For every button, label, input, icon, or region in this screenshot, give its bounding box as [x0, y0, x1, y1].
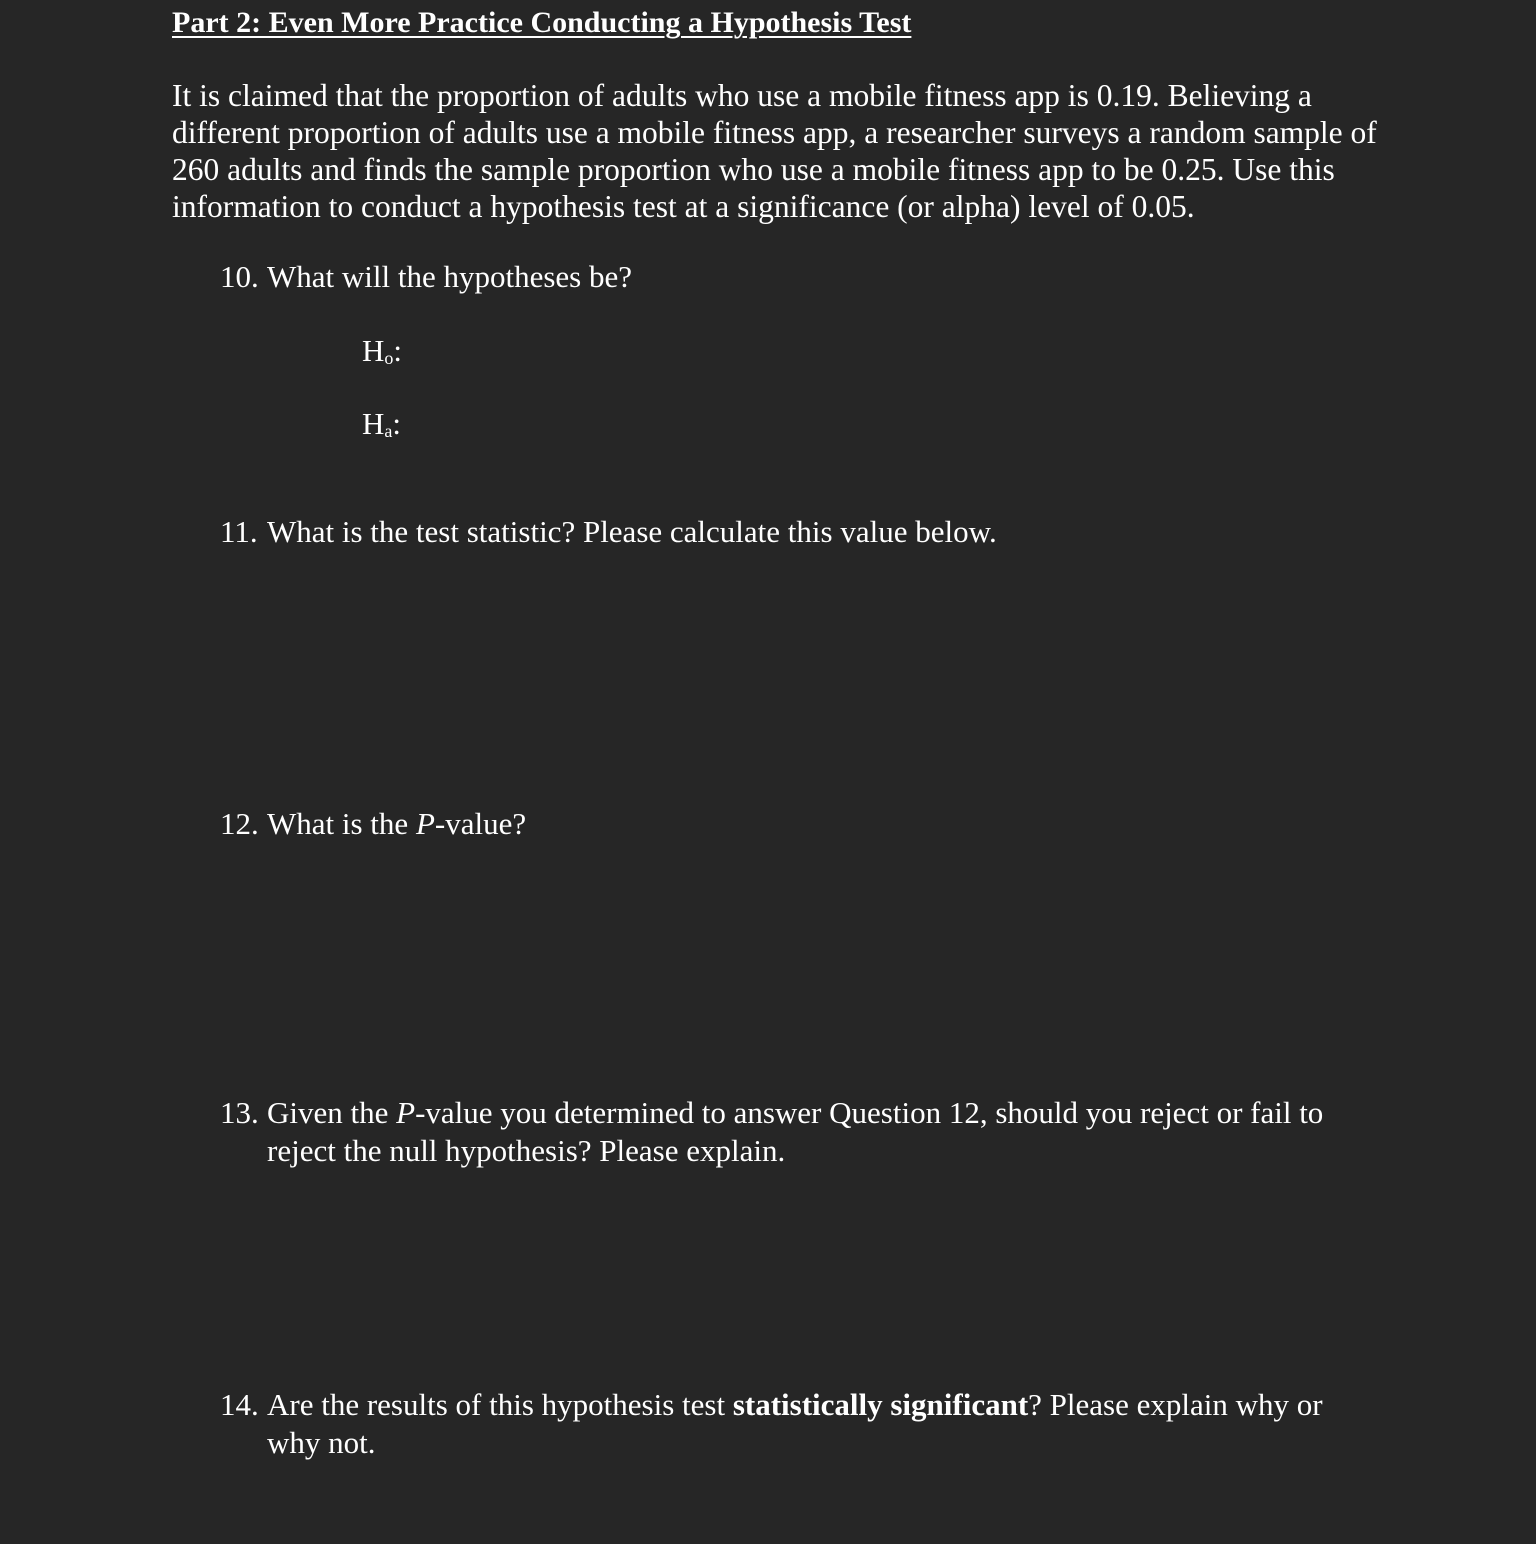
- question-text: -value?: [434, 806, 527, 841]
- bold-term: statistically significant: [732, 1387, 1029, 1422]
- question-12: [220, 805, 526, 843]
- null-hypothesis-label: [362, 332, 402, 370]
- question-11-answer-space[interactable]: [220, 560, 1420, 790]
- question-14: [220, 1386, 1323, 1462]
- hypothesis-colon: :: [393, 333, 403, 368]
- question-10: [220, 258, 632, 296]
- p-italic: P: [396, 1095, 416, 1130]
- question-14-answer-space[interactable]: [220, 1470, 1420, 1530]
- question-12-answer-space[interactable]: [220, 852, 1420, 1082]
- question-11: [220, 513, 997, 551]
- hypothesis-subscript: o: [384, 348, 394, 368]
- question-number: 10.: [220, 259, 259, 294]
- question-text: What will the hypotheses be?: [267, 259, 633, 294]
- hypothesis-subscript: a: [384, 421, 393, 441]
- question-13-answer-space[interactable]: [220, 1180, 1420, 1380]
- question-text-continued: why not.: [267, 1425, 376, 1460]
- question-number: 13.: [220, 1095, 259, 1130]
- null-hypothesis-answer-space[interactable]: [410, 332, 1410, 372]
- problem-line: information to conduct a hypothesis test at a significance (or alpha) level of 0.05.: [172, 189, 1195, 224]
- question-text: -value you determined to answer Question 12, should you reject or fail to: [415, 1095, 1324, 1130]
- question-text: What is the: [267, 806, 416, 841]
- p-italic: P: [415, 806, 435, 841]
- problem-line: 260 adults and finds the sample proportion who use a mobile fitness app to be 0.25. Use this: [172, 152, 1335, 187]
- hypothesis-letter: H: [362, 406, 385, 441]
- question-text: What is the test statistic? Please calculate this value below.: [267, 514, 997, 549]
- problem-statement: [172, 77, 1402, 225]
- question-text: Given the: [267, 1095, 397, 1130]
- problem-line: It is claimed that the proportion of adults who use a mobile fitness app is 0.19. Believing a: [172, 78, 1312, 113]
- question-number: 12.: [220, 806, 259, 841]
- problem-line: different proportion of adults use a mobile fitness app, a researcher surveys a random sample of: [172, 115, 1377, 150]
- question-text: ? Please explain why or: [1028, 1387, 1323, 1422]
- section-heading: Part 2: Even More Practice Conducting a Hypothesis Test: [172, 6, 912, 39]
- hypothesis-letter: H: [362, 333, 385, 368]
- question-number: 11.: [220, 514, 258, 549]
- question-text: Are the results of this hypothesis test: [267, 1387, 733, 1422]
- question-text-continued: reject the null hypothesis? Please explain.: [267, 1133, 786, 1168]
- alternative-hypothesis-answer-space[interactable]: [410, 405, 1410, 445]
- question-number: 14.: [220, 1387, 259, 1422]
- hypothesis-colon: :: [392, 406, 402, 441]
- question-13: [220, 1094, 1323, 1170]
- alternative-hypothesis-label: [362, 405, 401, 443]
